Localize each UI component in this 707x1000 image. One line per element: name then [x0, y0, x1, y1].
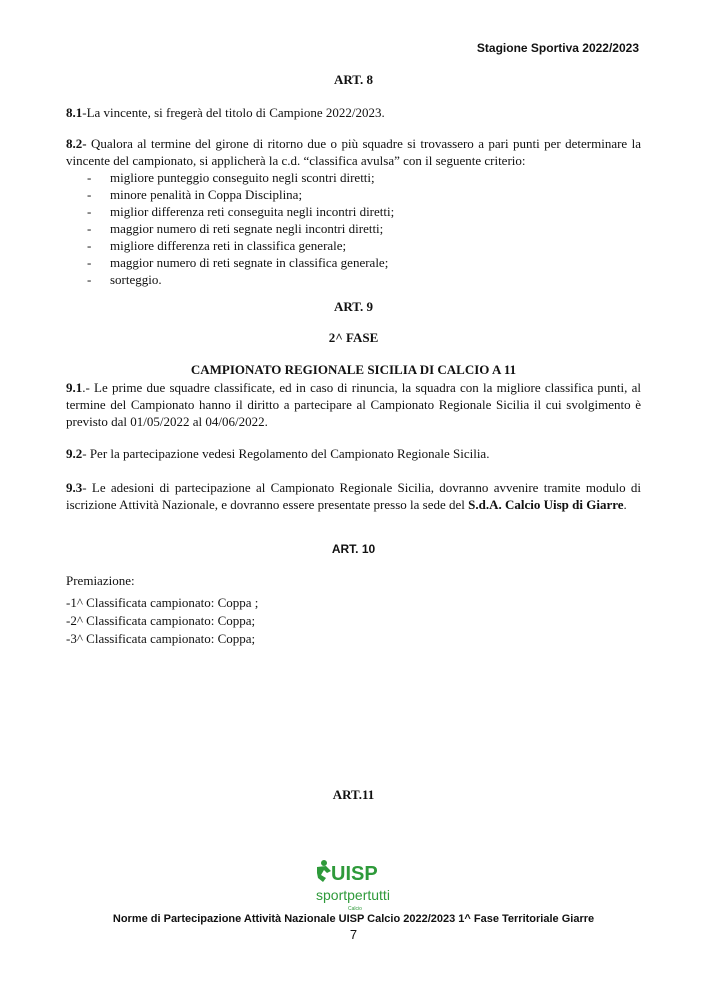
prize-2: -2^ Classificata campionato: Coppa;	[66, 613, 256, 628]
list-item-text: migliore differenza reti in classifica generale;	[110, 238, 347, 253]
art9-subtitle: CAMPIONATO REGIONALE SICILIA DI CALCIO A 11	[190, 362, 517, 377]
prize-1: -1^ Classificata campionato: Coppa ;	[66, 595, 259, 610]
art8-p2-number: 8.2-	[66, 136, 87, 151]
list-item	[66, 271, 641, 288]
prize-intro: Premiazione:	[66, 573, 135, 588]
art9-p1-number: 9.1	[66, 380, 83, 395]
art8-p1-number: 8.1	[66, 105, 83, 120]
art10-title: ART. 10	[331, 542, 376, 556]
list-item	[66, 186, 641, 203]
art9-title: ART. 9	[333, 299, 374, 314]
logo-brand: UISP	[331, 863, 378, 885]
dash: -	[87, 238, 92, 253]
list-item	[66, 254, 641, 271]
art9-phase: 2^ FASE	[328, 330, 379, 345]
list-item-text: minore penalità in Coppa Disciplina;	[110, 187, 303, 202]
art9-p1	[66, 379, 641, 430]
dash: -	[87, 221, 92, 236]
list-item-text: sorteggio.	[110, 272, 162, 287]
tiebreak-criteria-list	[66, 169, 641, 288]
footer-text: Norme di Partecipazione Attività Nazionale UISP Calcio 2022/2023 1^ Fase Territoriale Giarre	[112, 913, 595, 925]
art9-p2-number: 9.2	[66, 446, 83, 461]
list-item	[66, 220, 641, 237]
art9-p3-end: .	[623, 497, 627, 512]
art8-title: ART. 8	[333, 72, 374, 87]
list-item-text: miglior differenza reti conseguita negli incontri diretti;	[110, 204, 395, 219]
list-item	[66, 169, 641, 186]
dash: -	[87, 170, 92, 185]
art9-p1-text: .- Le prime due squadre classificate, ed in caso di rinuncia, la squadra con la migliore classifica punti, al termine del Campionato hanno il diritto a partecipare al Campionato Regionale Sicilia il cui svolgimento è previsto dal 01/05/2022 al 04/06/2022.	[66, 380, 641, 429]
dash: -	[87, 187, 92, 202]
art9-p3-venue: S.d.A. Calcio Uisp di Giarre	[468, 497, 624, 512]
dash: -	[87, 204, 92, 219]
uisp-runner-icon	[314, 858, 394, 918]
art8-p1-text: -La vincente, si fregerà del titolo di Campione 2022/2023.	[82, 105, 385, 120]
list-item	[66, 237, 641, 254]
season-header: Stagione Sportiva 2022/2023	[476, 41, 639, 55]
page-number: 7	[349, 927, 358, 942]
logo-tagline: sportpertutti	[316, 887, 390, 903]
art8-p2	[66, 135, 641, 169]
art9-p2-text: - Per la partecipazione vedesi Regolamento del Campionato Regionale Sicilia.	[82, 446, 490, 461]
uisp-logo	[314, 858, 394, 918]
art9-p3-text: - Le adesioni di partecipazione al Campionato Regionale Sicilia, dovranno avvenire tramite modulo di iscrizione Attività Nazionale, e dovranno essere presentate presso la sede del	[66, 480, 641, 512]
list-item	[66, 203, 641, 220]
art11-title: ART.11	[332, 787, 375, 802]
art9-p2	[66, 445, 641, 462]
art8-p1	[66, 104, 641, 121]
dash: -	[87, 255, 92, 270]
art8-p2-text: Qualora al termine del girone di ritorno due o più squadre si trovassero a pari punti per determinare la vincente del campionato, si applicherà la c.d. “classifica avulsa” con il seguente criterio:	[66, 136, 641, 168]
dash: -	[87, 272, 92, 287]
list-item-text: maggior numero di reti segnate negli incontri diretti;	[110, 221, 384, 236]
art9-p3-number: 9.3	[66, 480, 83, 495]
logo-sub: Calcio	[348, 906, 362, 912]
prize-3: -3^ Classificata campionato: Coppa;	[66, 631, 256, 646]
list-item-text: maggior numero di reti segnate in classifica generale;	[110, 255, 389, 270]
list-item-text: migliore punteggio conseguito negli scontri diretti;	[110, 170, 375, 185]
art9-p3	[66, 479, 641, 513]
